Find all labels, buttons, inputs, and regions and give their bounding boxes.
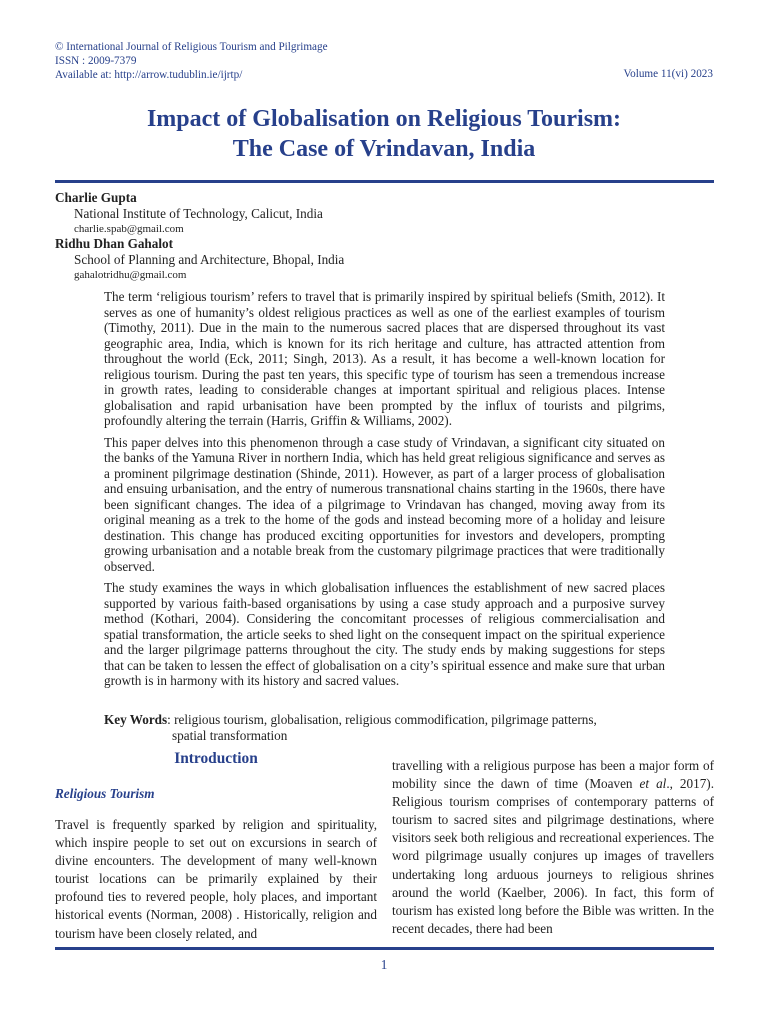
title-line-1: Impact of Globalisation on Religious Tourism: [146,106,622,132]
abstract-paragraph: This paper delves into this phenomenon through a case study of Vrindavan, a significant city situated on the banks of the Yamuna River in northern India, which has held great religious significance and serves as a prominent pilgrimage destination (Shinde, 2011). However, as part of a larger process of globalisation and ensuing urbanisation, and the entry of numerous transnational chains starting in the 1960s, there have been significant changes. The idea of a pilgrimage to Vrindavan has changed, moving away from its original meaning as a trek to the home of the gods and instead becoming more of a holiday and leisure destination. This change has produced exciting opportunities for investors and developers, prompting growing urbanisation and a notable break from the customary pilgrimage practices that were traditionally observed. [104,434,665,574]
abstract [104,289,665,695]
keywords-line-2: spatial transformation [172,727,288,743]
author-name: Charlie Gupta [55,190,137,205]
body-paragraph: Travel is frequently sparked by religion and spirituality, which inspire people to set out on excursions in search of divine encounters. The development of many well-known tourist locations can be primarily explained by their profound ties to revered people, holy places, and important historical events (Norman, 2008) . Historically, religion and tourism have been closely related, and [55,817,377,941]
keywords [104,712,665,743]
author-block [55,190,715,282]
keywords-line-1: : religious tourism, globalisation, religious commodification, pilgrimage patterns, [167,712,597,727]
journal-url[interactable]: Available at: http://arrow.tudublin.ie/ijrtp/ [55,69,243,81]
keywords-label: Key Words [104,712,168,727]
author-email[interactable]: gahalotridhu@gmail.com [74,269,187,281]
author-email[interactable]: charlie.spab@gmail.com [74,223,184,235]
volume-info: Volume 11(vi) 2023 [623,68,713,80]
author-affiliation: National Institute of Technology, Calicut, India [74,206,323,221]
journal-header [55,40,328,82]
section-heading: Introduction [174,750,258,767]
issn: ISSN : 2009-7379 [55,55,137,67]
journal-name: © International Journal of Religious Tourism and Pilgrimage [55,41,328,53]
author-2 [55,236,715,282]
author-affiliation: School of Planning and Architecture, Bhopal, India [74,252,345,267]
top-divider [55,180,714,183]
abstract-paragraph: The study examines the ways in which globalisation influences the establishment of new sacred places supported by various faith-based organisations by using a case study approach and a purposive survey method (Kothari, 2004). Considering the concomitant processes of religious commercialisation and spatial transformation, the article seeks to shed light on the consequent impact on the spiritual experience and the larger pilgrimage patterns throughout the city. The study ends by making suggestions for steps that can be taken to lessen the effect of globalisation on a city’s spiritual essence and make sure that urban growth is in harmony with its history and sacred values. [104,580,665,688]
abstract-paragraph: The term ‘religious tourism’ refers to travel that is primarily inspired by spiritual beliefs (Smith, 2012). It serves as one of humanity’s oldest religious practices as well as one of the earliest examples of tourism (Timothy, 2011). Due in the main to the numerous sacred places that are dispersed throughout its vast geographic area, India, which is known for its rich heritage and culture, has attracted attention from throughout the world (Eck, 2011; Singh, 2013). As a result, it has become a well-known location for religious tourism. During the past ten years, this specific type of tourism has seen a tremendous increase in growth rates, leading to considerable changes at important spiritual and religious places. Intense globalisation and rapid urbanisation have been prompted by the influx of tourists and pilgrims, profoundly altering the terrain (Harris, Griffin & Williams, 2002). [104,289,665,428]
author-1 [55,190,715,236]
page-number: 1 [380,957,388,972]
bottom-divider [55,947,714,950]
body-text: ., 2017). Religious tourism comprises of contemporary patterns of tourism to sacred sites and pilgrimage destinations, where visitors seek both religious and recreational experiences. The word pilgrimage usually conjures up images of travellers undertaking long arduous journeys to religious shrines around the world (Kaelber, 2006). In fact, this form of tourism has existed long before the Bible was written. In the recent decades, there had been [392,776,715,936]
body-text: travelling with a religious purpose has been a major form of mobility since the dawn of time (Moaven [392,758,714,792]
body-text-italic: et al [639,776,667,792]
title-line-2: The Case of Vrindavan, India [232,136,536,162]
author-name: Ridhu Dhan Gahalot [55,236,173,251]
left-column [55,748,377,943]
right-column [392,757,714,938]
paper-title [0,104,768,164]
subsection-heading: Religious Tourism [55,786,155,801]
